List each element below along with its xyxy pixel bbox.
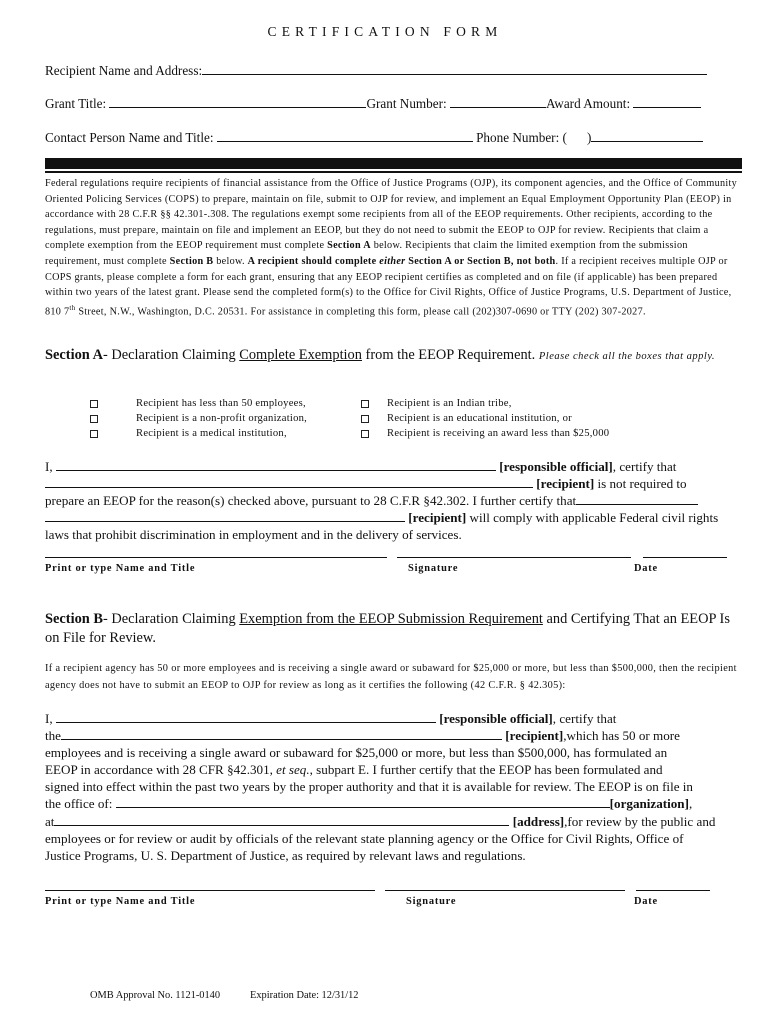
phone-number-field[interactable] <box>591 129 703 142</box>
section-b-name-label: Print or type Name and Title <box>45 896 196 907</box>
section-a-recipient2-field-b[interactable] <box>45 509 405 522</box>
checkbox-less-than-50[interactable] <box>90 400 98 408</box>
phone-number-label: Phone Number: ( <box>476 130 567 145</box>
section-a-name-line[interactable] <box>45 557 387 558</box>
award-amount-field[interactable] <box>633 95 701 108</box>
recipient-name-address-row <box>45 62 735 79</box>
section-b-heading: Section B- Declaration Claiming Exemption from the EEOP Submission Requirement and Certifying That an EEOP Is on File for Review. <box>45 611 730 646</box>
section-b-address-field[interactable] <box>54 813 509 826</box>
grant-number-field[interactable] <box>450 95 546 108</box>
section-a-recipient2-field-a[interactable] <box>576 492 698 505</box>
section-b-signature-line[interactable] <box>385 890 625 891</box>
omb-approval-number: OMB Approval No. 1121-0140 <box>90 990 221 1001</box>
grant-info-row <box>45 95 735 112</box>
check-row: Recipient is an Indian tribe, <box>361 396 609 411</box>
section-a-signature-line[interactable] <box>397 557 631 558</box>
section-a-heading: Section A- Declaration Claiming Complete Exemption from the EEOP Requirement. Please check all the boxes that apply. <box>45 347 716 363</box>
grant-title-label: Grant Title: <box>45 96 107 111</box>
section-a-date-label: Date <box>634 563 658 574</box>
check-row: Recipient is a non-profit organization, <box>90 411 307 426</box>
section-b-name-line[interactable] <box>45 890 375 891</box>
section-a-name-label: Print or type Name and Title <box>45 563 196 574</box>
header-divider <box>45 158 742 173</box>
check-row: Recipient has less than 50 employees, <box>90 396 307 411</box>
checkbox-award-less-25000[interactable] <box>361 430 369 438</box>
section-b-organization-field[interactable] <box>116 795 610 808</box>
checkbox-medical[interactable] <box>90 430 98 438</box>
award-amount-label: Award Amount: <box>545 96 631 111</box>
section-a-checks-left <box>90 396 307 441</box>
form-title: CERTIFICATION FORM <box>267 24 503 39</box>
section-a-note: Please check all the boxes that apply. <box>538 351 716 362</box>
section-b-date-label: Date <box>634 896 658 907</box>
section-a-date-line[interactable] <box>643 557 727 558</box>
contact-person-field[interactable] <box>217 129 473 142</box>
check-row: Recipient is an educational institution, or <box>361 411 609 426</box>
section-a-recipient-field[interactable] <box>45 475 533 488</box>
contact-person-label: Contact Person Name and Title: <box>45 130 214 145</box>
section-a-checks-right <box>361 396 609 441</box>
check-row: Recipient is receiving an award less than $25,000 <box>361 426 609 441</box>
checkbox-non-profit[interactable] <box>90 415 98 423</box>
section-b-intro: If a recipient agency has 50 or more employees and is receiving a single award or subaward for $25,000 or more, but less than $500,000, then the recipient agency does not have to submit an EEOP to OJP for review as long as it certifies the following (42 C.F.R. § 42.305): <box>45 663 737 691</box>
section-b-recipient-field[interactable] <box>61 727 502 740</box>
section-b-declaration: I, [responsible official], certify that the [recipient],which has 50 or more employees and is receiving a single award or subaward for $25,000 or more, but less than $500,000, has formulated an EEOP in accordance with 28 CFR §42.301, et seq., subpart E. I further certify that the EEOP has been formulated and signed into effect within the past two years by the proper authority and that it is available for review. The EEOP is on file in the office of: [organization], at [address],for review by the public and employees or for review or audit by officials of the relevant state planning agency or the Office for Civil Rights, Office of Justice Programs, U. S. Department of Justice, as required by relevant laws and regulations. <box>45 711 716 863</box>
section-b-official-field[interactable] <box>56 710 436 723</box>
grant-title-field[interactable] <box>109 95 366 108</box>
checkbox-educational[interactable] <box>361 415 369 423</box>
check-row: Recipient is a medical institution, <box>90 426 307 441</box>
grant-number-label: Grant Number: <box>366 96 447 111</box>
phone-close-paren: ) <box>586 130 592 145</box>
recipient-name-address-label: Recipient Name and Address: <box>45 63 203 78</box>
intro-paragraph: Federal regulations require recipients of financial assistance from the Office of Justice Programs (OJP), its component agencies, and the Office of Community Oriented Policing Services (COPS) to prepare, maintain on file, submit to OJP for review, and implement an Equal Employment Opportunity Plan (EEOP) in accordance with 28 C.F.R §§ 42.301-.308. The regulations exempt some recipients from all of the EEOP requirements. Other recipients, according to the regulations, must prepare, maintain on file and implement an EEOP, but they do not need to submit the EEOP to OJP for review. Recipients that claim a complete exemption from the EEOP requirement must complete Section A below. Recipients that claim the limited exemption from the submission requirement, must complete Section B below. A recipient should complete either Section A or Section B, not both. If a recipient receives multiple OJP or COPS grants, please complete a form for each grant, ensuring that any EEOP recipient certifies as completed and on file (if applicable) has been prepared within two years of the latest grant. Please send the completed form(s) to the Office for Civil Rights, Office of Justice Programs, U.S. Department of Justice, 810 7th Street, N.W., Washington, D.C. 20531. For assistance in completing this form, please call (202)307-0690 or TTY (202) 307-2027. <box>45 178 738 318</box>
expiration-date: Expiration Date: 12/31/12 <box>250 990 359 1001</box>
contact-row <box>45 129 735 146</box>
section-a-signature-label: Signature <box>408 563 459 574</box>
section-b-date-line[interactable] <box>636 890 710 891</box>
section-a-declaration: I, [responsible official], certify that [recipient] is not required to prepare an EEOP for the reason(s) checked above, pursuant to 28 C.F.R §42.302. I further certify that [recipient] will comply with applicable Federal civil rights laws that prohibit discrimination in employment and in the delivery of services. <box>45 459 719 542</box>
checkbox-indian-tribe[interactable] <box>361 400 369 408</box>
section-a-official-field[interactable] <box>56 458 496 471</box>
section-b-signature-label: Signature <box>406 896 457 907</box>
recipient-name-address-field[interactable] <box>202 62 707 75</box>
